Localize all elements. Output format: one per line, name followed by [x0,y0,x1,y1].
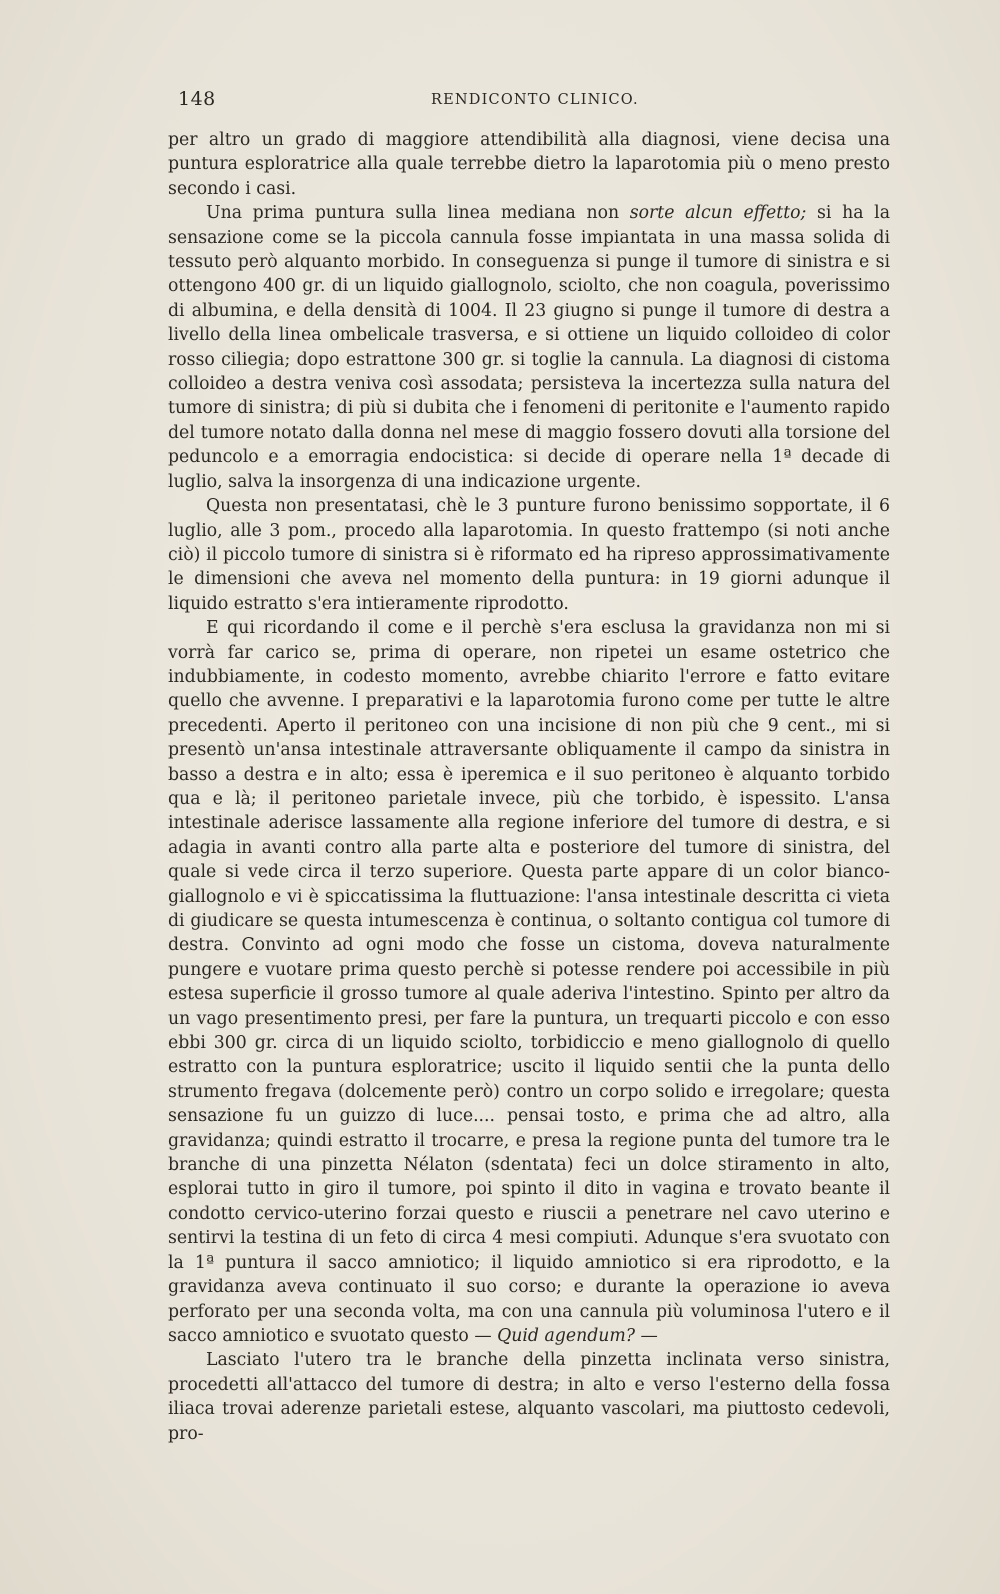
paragraph-2-after: si ha la sensazione come se la piccola cannula fosse impiantata in una massa solida di tessuto però alquanto morbido. In conseguenza si punge il tumore di sinistra e si ottengono 400 gr. di un liquido giallognolo, sciolto, che non coagula, poverissimo di albumina, e della densità di 1004. Il 23 giugno si punge il tumore di destra a livello della linea ombelicale trasversa, e si ottiene un liquido colloideo di color rosso ciliegia; dopo estrattone 300 gr. si toglie la cannula. La diagnosi di cistoma colloideo a destra veniva così assodata; persisteva la incertezza sulla natura del tumore di sinistra; di più si dubita che i fenomeni di peritonite e l'aumento rapido del tumore notato dalla donna nel mese di maggio fossero dovuti alla torsione del peduncolo e a emorragia endocistica: si decide di operare nella 1ª decade di luglio, salva la insorgenza di una indicazione urgente. [168,203,891,492]
paragraph-2-before: Una prima puntura sulla linea mediana non [206,203,630,224]
page-number: 148 [178,88,216,110]
running-head: RENDICONTO CLINICO. [431,92,639,108]
page-header [173,88,885,114]
paragraph-4 [168,616,890,1348]
paragraph-2 [168,201,890,494]
paragraph-4-italic: Quid agendum? [497,1325,636,1346]
paragraph-4-after: — [635,1325,658,1346]
paragraph-5: Lasciato l'utero tra le branche della pinzetta inclinata verso sinistra, procedetti all'attacco del tumore di destra; in alto e verso l'esterno della fossa iliaca trovai aderenze parietali estese, alquanto vascolari, ma piuttosto cedevoli, pro- [168,1350,890,1444]
paragraph-2-italic: sorte alcun effetto; [629,203,807,224]
body-text [168,128,890,1446]
paragraph-3: Questa non presentatasi, chè le 3 punture furono benissimo sopportate, il 6 luglio, alle 3 pom., procedo alla laparotomia. In questo frattempo (si noti anche ciò) il piccolo tumore di sinistra si è riformato ed ha ripreso approssimativamente le dimensioni che aveva nel momento della puntura: in 19 giorni adunque il liquido estratto s'era intieramente riprodotto. [168,496,890,614]
paragraph-1: per altro un grado di maggiore attendibilità alla diagnosi, viene decisa una puntura esploratrice alla quale terrebbe dietro la laparotomia più o meno presto secondo i casi. [168,130,890,199]
paragraph-4-text: E qui ricordando il come e il perchè s'era esclusa la gravidanza non mi si vorrà far carico se, prima di operare, non ripetei un esame ostetrico che indubbiamente, in codesto momento, avrebbe chiarito l'errore e fatto evitare quello che avvenne. I preparativi e la laparotomia furono come per tutte le altre precedenti. Aperto il peritoneo con una incisione di non più che 9 cent., mi si presentò un'ansa intestinale attraversante obliquamente il campo da sinistra in basso a destra e in alto; essa è iperemica e il suo peritoneo è alquanto torbido qua e là; il peritoneo parietale invece, più che torbido, è ispessito. L'ansa intestinale aderisce lassamente alla regione inferiore del tumore di destra, e si adagia in avanti contro alla parte alta e posteriore del tumore di sinistra, del quale si vede circa il terzo superiore. Questa parte appare di un color bianco-giallognolo e vi è spiccatissima la fluttuazione: l'ansa intestinale descritta ci vieta di giudicare se questa intumescenza è continua, o soltanto contigua col tumore di destra. Convinto ad ogni modo che fosse un cistoma, doveva naturalmente pungere e vuotare prima questo perchè si potesse rendere poi accessibile in più estesa superficie il grosso tumore al quale aderiva l'intestino. Spinto per altro da un vago presentimento presi, per fare la puntura, un trequarti piccolo e con esso ebbi 300 gr. circa di un liquido sciolto, torbidiccio e meno giallognolo di quello estratto con la puntura esploratrice; uscito il liquido sentii che la punta dello strumento fregava (dolcemente però) contro un corpo solido e irregolare; questa sensazione fu un guizzo di luce.... pensai tosto, e prima che ad altro, alla gravidanza; quindi estratto il trocarre, e presa la regione punta del tumore tra le branche di una pinzetta Nélaton (sdentata) feci un dolce stiramento in alto, esplorai tutto in giro il tumore, poi spinto il dito in vagina e trovato beante il condotto cervico-uterino forzai questo e riuscii a penetrare nel cavo uterino e sentirvi la testina di un feto di circa 4 mesi compiuti. Adunque s'era svuotato con la 1ª puntura il sacco amniotico; il liquido amniotico si era riprodotto, e la gravidanza aveva continuato il suo corso; e durante la operazione io aveva perforato per una seconda volta, ma con una cannula più voluminosa l'utero e il sacco amniotico e svuotato questo — [168,618,890,1346]
